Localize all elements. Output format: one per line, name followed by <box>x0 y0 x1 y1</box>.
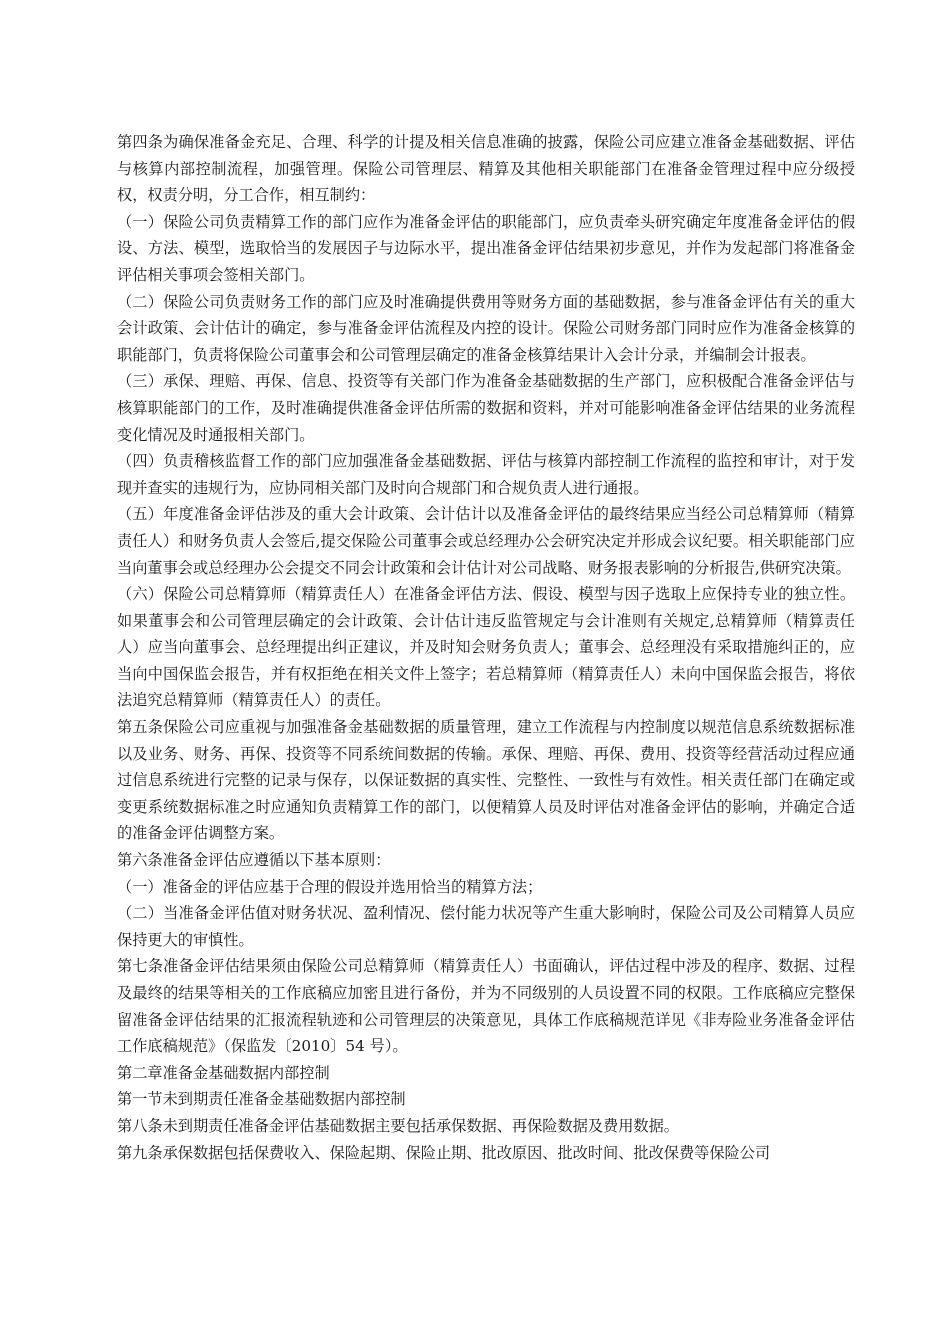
document-body <box>117 129 855 1166</box>
chapter-heading: 第二章准备金基础数据内部控制 <box>117 1063 330 1082</box>
paragraph-item-1: （一）保险公司负责精算工作的部门应作为准备金评估的职能部门，应负责牵头研究确定年度准备金评估的假设、方法、模型，选取恰当的发展因子与边际水平，提出准备金评估结果初步意见，并作为发起部门将准备金评估相关事项会签相关部门。 <box>117 212 855 284</box>
section-heading: 第一节未到期责任准备金基础数据内部控制 <box>117 1090 406 1109</box>
paragraph-article-4: 第四条为确保准备金充足、合理、科学的计提及相关信息准确的披露，保险公司应建立准备金基础数据、评估与核算内部控制流程，加强管理。保险公司管理层、精算及其他相关职能部门在准备金管理过程中应分级授权，权责分明，分工合作，相互制约： <box>117 133 855 205</box>
paragraph-item-3: （三）承保、理赔、再保、信息、投资等有关部门作为准备金基础数据的生产部门，应积极配合准备金评估与核算职能部门的工作，及时准确提供准备金评估所需的数据和资料，并对可能影响准备金评估结果的业务流程变化情况及时通报相关部门。 <box>117 372 855 444</box>
paragraph-article-8: 第八条未到期责任准备金评估基础数据主要包括承保数据、再保险数据及费用数据。 <box>117 1116 679 1135</box>
paragraph-item-6: （六）保险公司总精算师（精算责任人）在准备金评估方法、假设、模型与因子选取上应保持专业的独立性。如果董事会和公司管理层确定的会计政策、会计估计违反监管规定与会计准则有关规定,总精算师（精算责任人）应当向董事会、总经理提出纠正建议，并及时知会财务负责人；董事会、总经理没有采取措施纠正的，应当向中国保监会报告，并有权拒绝在相关文件上签字；若总精算师（精算责任人）未向中国保监会报告，将依法追究总精算师（精算责任人）的责任。 <box>117 585 855 710</box>
paragraph-item-2: （二）保险公司负责财务工作的部门应及时准确提供费用等财务方面的基础数据，参与准备金评估有关的重大会计政策、会计估计的确定，参与准备金评估流程及内控的设计。保险公司财务部门同时应作为准备金核算的职能部门，负责将保险公司董事会和公司管理层确定的准备金核算结果计入会计分录，并编制会计报表。 <box>117 292 855 364</box>
paragraph-article-6: 第六条准备金评估应遵循以下基本原则： <box>117 851 391 870</box>
paragraph-article-6-item-1: （一）准备金的评估应基于合理的假设并选用恰当的精算方法； <box>117 877 543 896</box>
paragraph-item-4: （四）负责稽核监督工作的部门应加强准备金基础数据、评估与核算内部控制工作流程的监控和审计，对于发现并查实的违规行为，应协同相关部门及时向合规部门和合规负责人进行通报。 <box>117 452 855 497</box>
paragraph-article-5: 第五条保险公司应重视与加强准备金基础数据的质量管理，建立工作流程与内控制度以规范信息系统数据标准以及业务、财务、再保、投资等不同系统间数据的传输。承保、理赔、再保、费用、投资等经营活动过程应通过信息系统进行完整的记录与保存，以保证数据的真实性、完整性、一致性与有效性。相关责任部门在确定或变更系统数据标准之时应通知负责精算工作的部门，以便精算人员及时评估对准备金评估的影响，并确定合适的准备金评估调整方案。 <box>117 718 855 843</box>
paragraph-article-9: 第九条承保数据包括保费收入、保险起期、保险止期、批改原因、批改时间、批改保费等保险公司 <box>117 1143 771 1162</box>
paragraph-article-7: 第七条准备金评估结果须由保险公司总精算师（精算责任人）书面确认，评估过程中涉及的程序、数据、过程及最终的结果等相关的工作底稿应加密且进行备份，并为不同级别的人员设置不同的权限。工作底稿应完整保留准备金评估结果的汇报流程轨迹和公司管理层的决策意见，具体工作底稿规范详见《非寿险业务准备金评估工作底稿规范》（保监发〔2010〕54 号）。 <box>117 957 855 1056</box>
paragraph-article-6-item-2: （二）当准备金评估值对财务状况、盈利情况、偿付能力状况等产生重大影响时，保险公司及公司精算人员应保持更大的审慎性。 <box>117 904 855 949</box>
paragraph-item-5: （五）年度准备金评估涉及的重大会计政策、会计估计以及准备金评估的最终结果应当经公司总精算师（精算责任人）和财务负责人会签后,提交保险公司董事会或总经理办公会研究决定并形成会议纪要。相关职能部门应当向董事会或总经理办公会提交不同会计政策和会计估计对公司战略、财务报表影响的分析报告,供研究决策。 <box>117 505 855 577</box>
